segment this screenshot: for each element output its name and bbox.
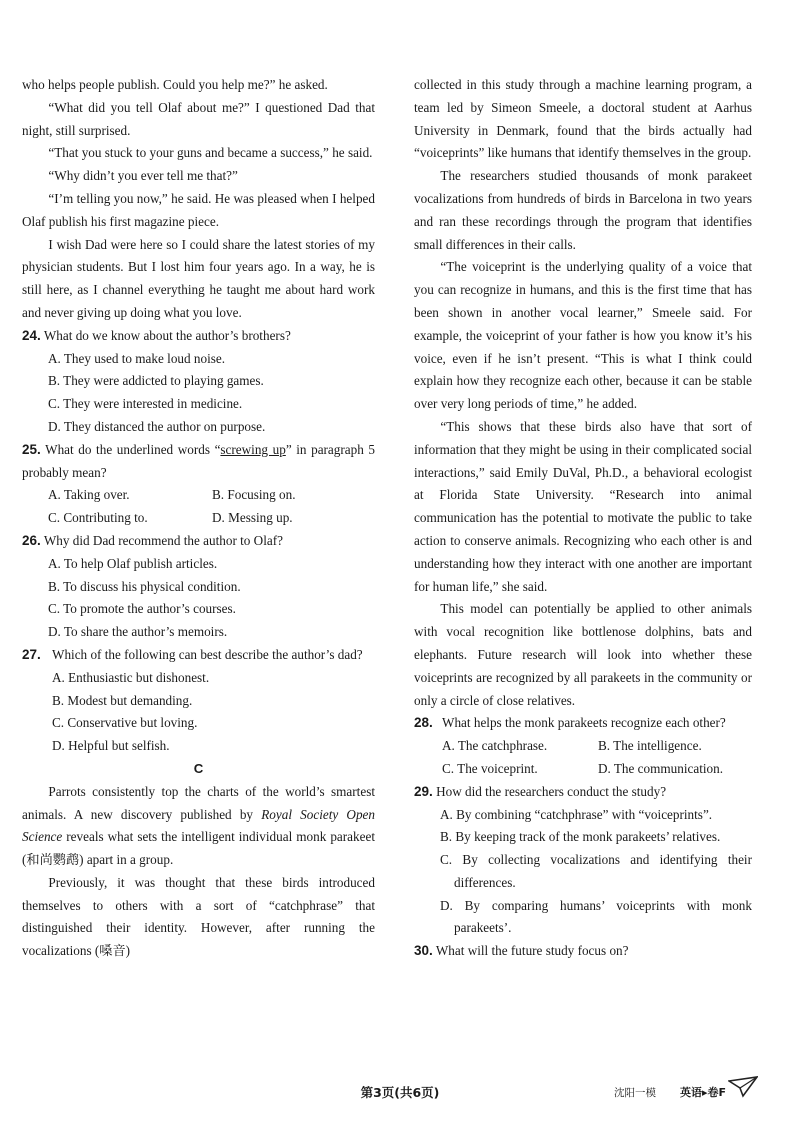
text: reveals what sets the intelligent individual monk parakeet (和尚鹦鹉) apart in a group. [22,829,375,868]
option: B. They were addicted to playing games. [48,373,264,389]
option: B. Modest but demanding. [52,692,193,708]
question-26 [22,530,375,644]
option: D. Helpful but selfish. [52,738,170,754]
question-28 [414,712,752,780]
option: A. By combining “catchphrase” with “voiceprints”. [440,806,713,822]
exam-label: 沈阳一模 [614,1087,656,1099]
question-number: 26. [22,532,41,548]
question-stem: What helps the monk parakeets recognize each other? [442,715,726,731]
question-number: 27. [22,646,41,662]
option-row [22,507,375,530]
paper-plane-logo-icon [728,1076,758,1098]
option: A. They used to make loud noise. [48,350,226,366]
option: C. By collecting vocalizations and identifying their differences. [440,852,752,890]
question-number: 30. [414,943,433,959]
question-number: 24. [22,327,41,343]
right-column [414,74,752,963]
question-stem-post: ” in paragraph 5 probably mean? [22,441,375,480]
question-number: 28. [414,715,433,731]
option: A. Enthusiastic but dishonest. [52,669,210,685]
question-29 [414,781,752,941]
subject-label: 英语▸卷F [680,1086,727,1099]
paragraph: “The voiceprint is the underlying quality of a voice that you can recognize in humans, and this is the first time that has been shown in another vocal learner,” Smeele said. For example, the voiceprint of your father is how you know it’s his voice, even if he isn’t present. “This is what I think could explain how they recognize each other, because it can be stable over very long periods of time,” he added. [414,259,752,412]
paragraph: This model can potentially be applied to other animals with vocal recognition like bottlenose dolphins, bats and elephants. Future research will look into whether these voiceprints are recognized by all parakeets in the community or only a circle of close relatives. [414,601,752,708]
text: Parrots consistently top the charts of the world’s smartest animals. A new discovery published by [22,783,375,822]
question-stem: Which of the following can best describe the author’s dad? [52,646,363,662]
paragraph: “That you stuck to your guns and became a success,” he said. [48,145,373,161]
question-24 [22,325,375,439]
page-footer [0,1082,800,1106]
option: C. The voiceprint. [442,760,538,776]
page-number: 第3页(共6页) [360,1085,440,1100]
option: C. To promote the author’s courses. [48,601,236,617]
question-stem-pre: What do the underlined words “ [45,441,221,457]
paragraph: The researchers studied thousands of monk parakeet vocalizations from hundreds of birds in Barcelona in two years and ran these recordings through the program that identifies small differences in their calls. [414,168,752,252]
option: C. They were interested in medicine. [48,396,243,412]
option: C. Conservative but loving. [52,715,198,731]
paragraph: “What did you tell Olaf about me?” I questioned Dad that night, still surprised. [22,99,375,138]
option: B. The intelligence. [598,738,702,754]
option: A. To help Olaf publish articles. [48,555,218,571]
option: B. By keeping track of the monk parakeets’ relatives. [440,829,721,845]
question-27 [22,644,375,758]
option-row [414,758,752,781]
question-stem: How did the researchers conduct the study? [436,783,667,799]
paragraph: Previously, it was thought that these birds introduced themselves to others with a sort of “catchphrase” that distinguished their identity. However, after running the vocalizations (嗓音) [22,874,375,959]
paragraph: “Why didn’t you ever tell me that?” [48,168,238,184]
paragraph: who helps people publish. Could you help me?” he asked. [22,77,328,92]
paragraph: “This shows that these birds also have that sort of information that they might be using in their complicated social interactions,” said Emily DuVal, Ph.D., a behavioral ecologist at Florida State University. “Research into animal communication has the potential to motivate the public to take action to conserve animals. Recognizing who each other is and understanding how they interact with one another are important for human life,” she said. [414,418,752,594]
question-25 [22,439,375,530]
option: B. Focusing on. [212,487,296,503]
option: A. Taking over. [48,487,130,503]
underlined-words: screwing up [220,441,286,457]
question-stem: What do we know about the author’s brothers? [43,327,291,343]
option-row [22,484,375,507]
journal-title: Royal Society Open Science [22,806,375,845]
option: D. The communication. [598,760,724,776]
paragraph: “I’m telling you now,” he said. He was pleased when I helped Olaf publish his first magazine piece. [22,190,375,229]
option: D. By comparing humans’ voiceprints with monk parakeets’. [440,897,752,936]
question-30 [414,940,752,963]
question-number: 29. [414,783,433,799]
question-number: 25. [22,441,41,457]
option: B. To discuss his physical condition. [48,578,241,594]
paragraph [22,781,375,872]
option-row [414,735,752,758]
paragraph: collected in this study through a machine learning program, a team led by Simeon Smeele, a doctoral student at Aarhus University in Denmark, found that the birds actually had “voiceprints” like humans that identify themselves in the group. [414,77,752,161]
paragraph: I wish Dad were here so I could share the latest stories of my physician students. But I lost him four years ago. In a way, he is still here, as I channel everything he taught me about hard work and never giving up doing what you love. [22,236,375,320]
option: A. The catchphrase. [442,738,548,754]
option: D. They distanced the author on purpose. [48,418,266,434]
option: C. Contributing to. [48,510,148,526]
question-stem: What will the future study focus on? [435,943,629,959]
question-stem: Why did Dad recommend the author to Olaf? [43,532,283,548]
left-column [22,74,375,963]
option: D. Messing up. [212,510,293,526]
section-heading: C [193,760,204,776]
option: D. To share the author’s memoirs. [48,624,228,640]
